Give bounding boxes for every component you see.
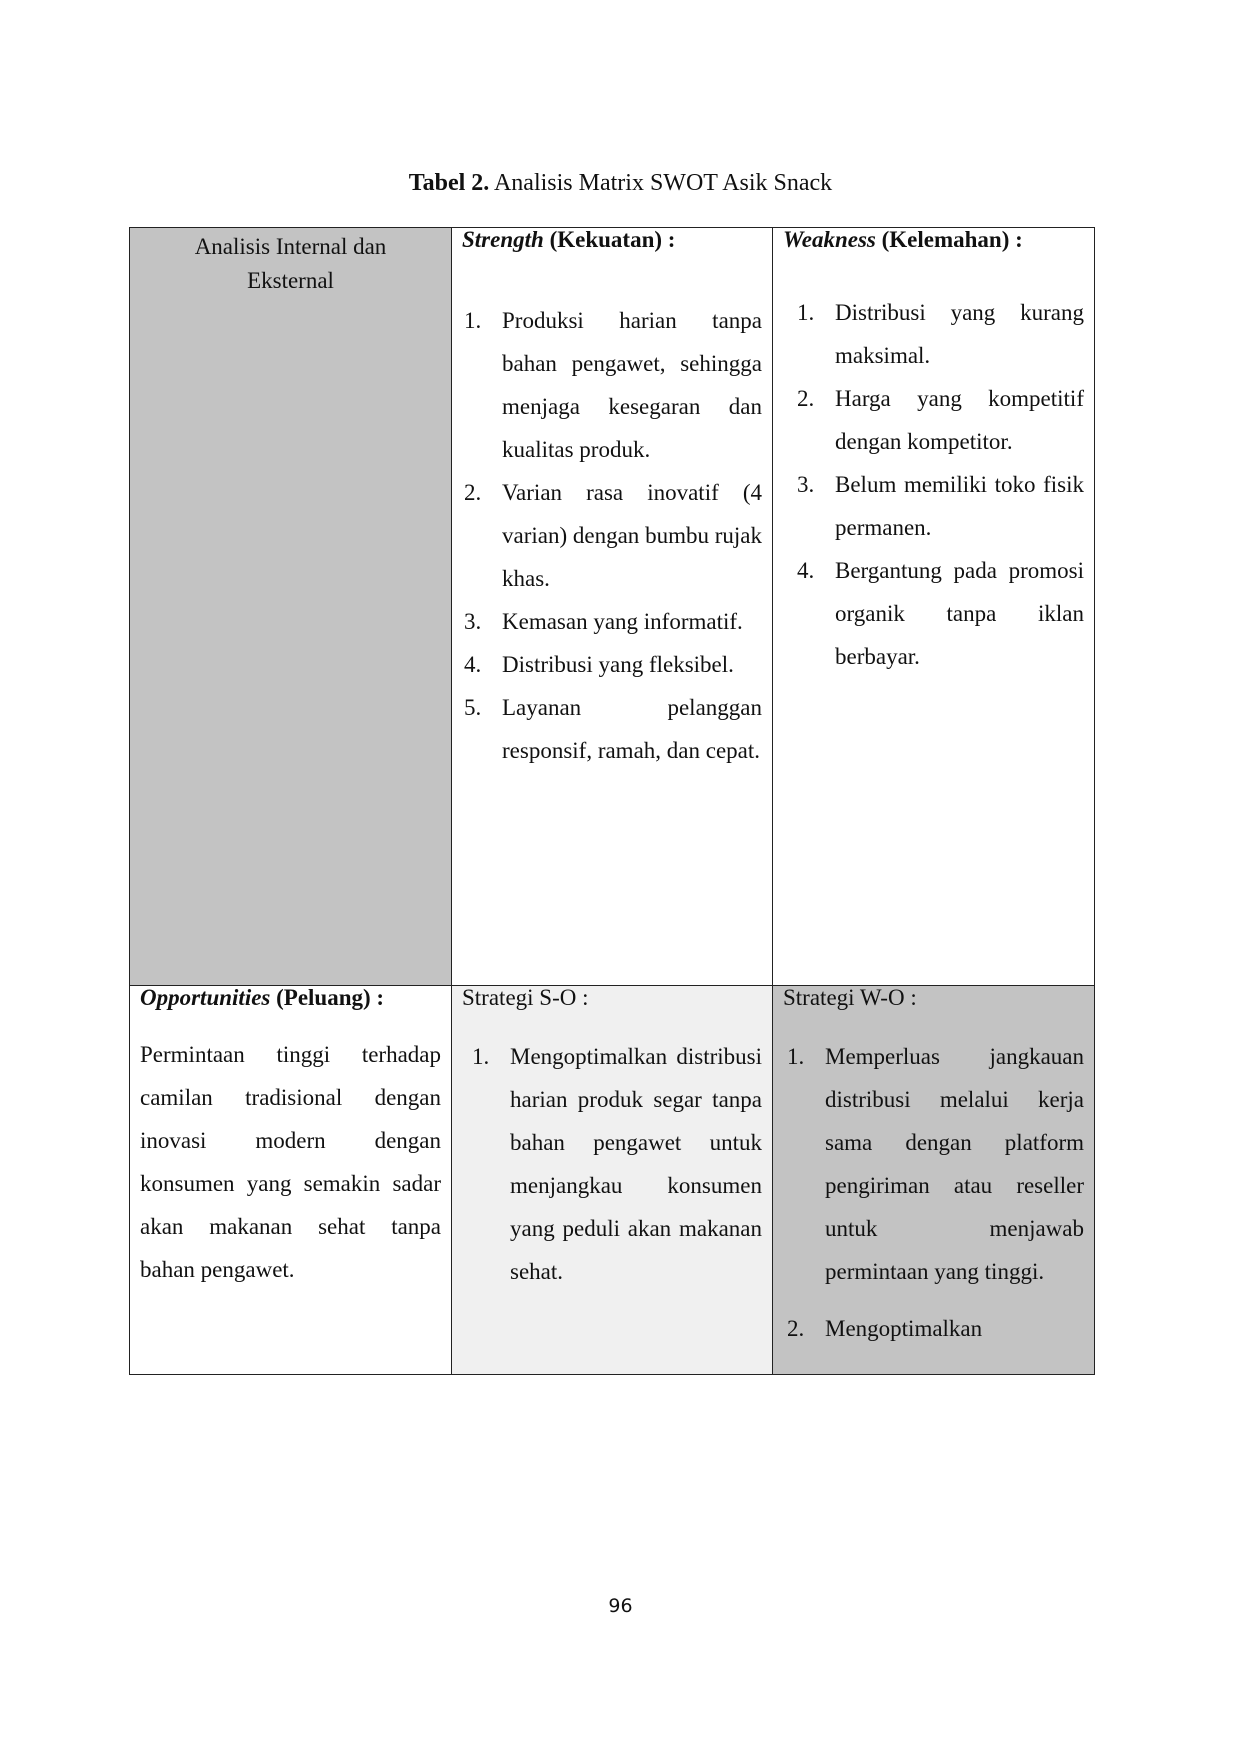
- wo-strategy-cell: [773, 986, 1095, 1375]
- strength-term: Strength: [462, 227, 544, 252]
- list-item: 4. Bergantung pada promosi organik tanpa iklan berbayar.: [797, 558, 1084, 669]
- caption-label: Tabel 2.: [408, 170, 490, 196]
- strength-heading: [452, 225, 772, 255]
- list-item: 2. Harga yang kompetitif dengan kompetitor.: [797, 386, 1084, 454]
- weakness-list: [773, 291, 1094, 678]
- table-caption: [0, 168, 1241, 198]
- corner-label: Analisis Internal dan Eksternal: [194, 234, 387, 293]
- strength-list: [452, 299, 772, 772]
- table-row: [130, 986, 1095, 1375]
- so-strategy-list: [452, 1035, 772, 1293]
- list-item: 2. Varian rasa inovatif (4 varian) dengan bumbu rujak khas.: [464, 480, 762, 591]
- list-item: 5. Layanan pelanggan responsif, ramah, dan cepat.: [464, 695, 762, 763]
- list-item: 3. Kemasan yang informatif.: [464, 609, 743, 634]
- list-item: 2. Mengoptimalkan: [787, 1316, 983, 1341]
- so-strategy-cell: [452, 986, 773, 1375]
- corner-cell: [130, 228, 452, 986]
- list-item: 1. Memperluas jangkauan distribusi melalui kerja sama dengan platform pengiriman atau reseller untuk menjawab permintaan yang tinggi.: [787, 1044, 1084, 1284]
- wo-strategy-heading: Strategi W-O :: [783, 985, 917, 1010]
- wo-strategy-list: [773, 1035, 1094, 1350]
- table-row: [130, 228, 1095, 986]
- caption-title: Analisis Matrix SWOT Asik Snack: [493, 170, 833, 196]
- so-strategy-heading: Strategi S-O :: [462, 985, 589, 1010]
- list-item: 1. Mengoptimalkan distribusi harian produk segar tanpa bahan pengawet untuk menjangkau konsumen yang peduli akan makanan sehat.: [472, 1044, 762, 1284]
- list-item: 1. Distribusi yang kurang maksimal.: [797, 300, 1084, 368]
- page-number: 96: [608, 1595, 633, 1617]
- opportunities-heading: [130, 983, 451, 1013]
- strength-cell: [452, 228, 773, 986]
- weakness-cell: [773, 228, 1095, 986]
- weakness-term: Weakness: [783, 227, 876, 252]
- weakness-heading: [773, 225, 1094, 255]
- strength-translation: (Kekuatan) :: [549, 227, 676, 252]
- opportunities-translation: (Peluang) :: [276, 985, 385, 1010]
- list-item: 4. Distribusi yang fleksibel.: [464, 652, 734, 677]
- list-item: 3. Belum memiliki toko fisik permanen.: [797, 472, 1084, 540]
- opportunities-term: Opportunities: [140, 985, 271, 1010]
- swot-matrix-table: [129, 227, 1095, 1375]
- weakness-translation: (Kelemahan) :: [881, 227, 1023, 252]
- opportunities-text: Permintaan tinggi terhadap camilan tradisional dengan inovasi modern dengan konsumen yang semakin sadar akan makanan sehat tanpa bahan pengawet.: [140, 1042, 441, 1282]
- list-item: 1. Produksi harian tanpa bahan pengawet, sehingga menjaga kesegaran dan kualitas produk.: [464, 308, 762, 462]
- opportunities-cell: [130, 986, 452, 1375]
